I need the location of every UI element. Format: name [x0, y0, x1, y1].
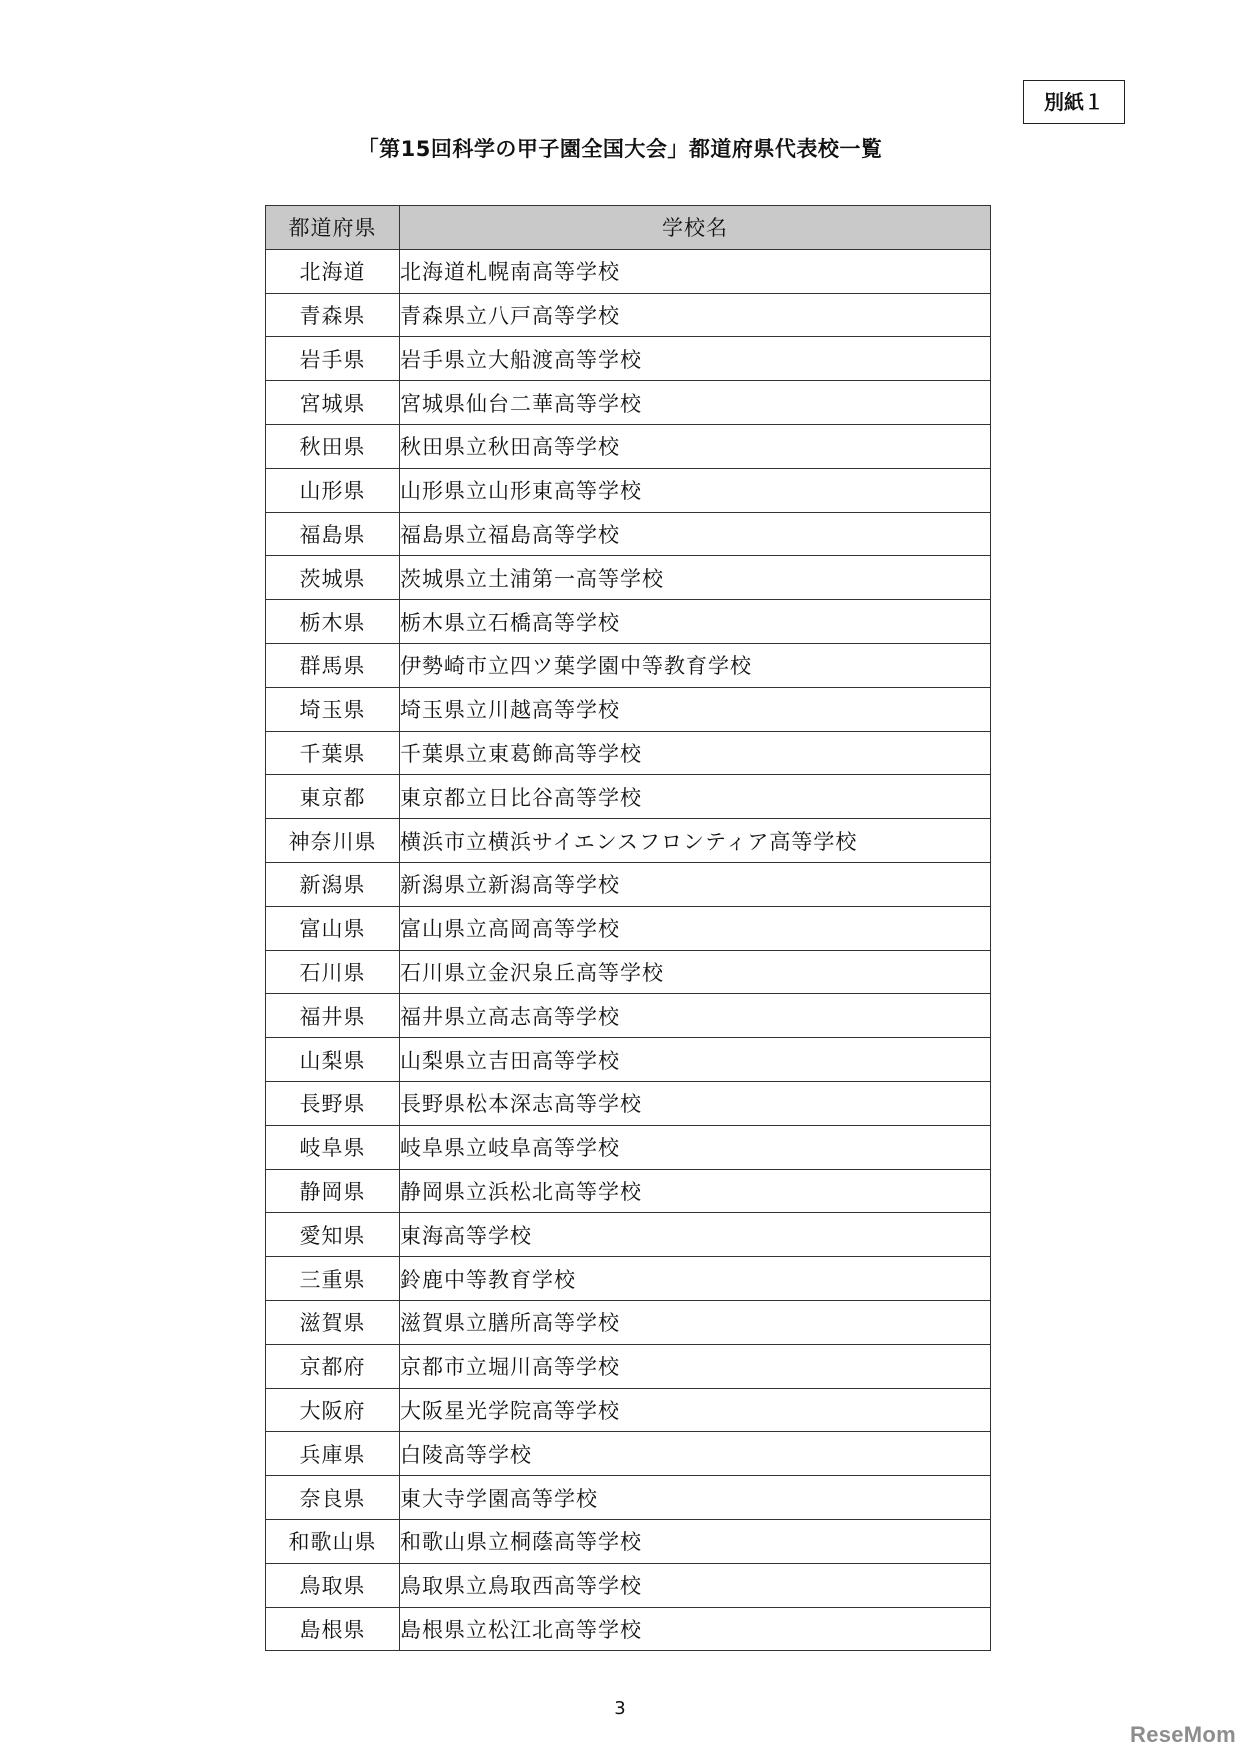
- table-body: [266, 249, 991, 1651]
- school-cell: 福島県立福島高等学校: [400, 512, 991, 556]
- table-row: [266, 1038, 991, 1082]
- school-cell: 静岡県立浜松北高等学校: [400, 1169, 991, 1213]
- prefecture-cell: 新潟県: [266, 862, 400, 906]
- prefecture-cell: 島根県: [266, 1607, 400, 1651]
- table-row: [266, 731, 991, 775]
- header-prefecture: 都道府県: [266, 206, 400, 250]
- table-row: [266, 1257, 991, 1301]
- table-row: [266, 1344, 991, 1388]
- table-row: [266, 249, 991, 293]
- table-row: [266, 1607, 991, 1651]
- prefecture-cell: 福井県: [266, 994, 400, 1038]
- school-cell: 東海高等学校: [400, 1213, 991, 1257]
- table-row: [266, 337, 991, 381]
- prefecture-cell: 東京都: [266, 775, 400, 819]
- table-row: [266, 1432, 991, 1476]
- school-cell: 長野県松本深志高等学校: [400, 1081, 991, 1125]
- table-row: [266, 556, 991, 600]
- prefecture-cell: 和歌山県: [266, 1519, 400, 1563]
- table-row: [266, 1300, 991, 1344]
- prefecture-cell: 千葉県: [266, 731, 400, 775]
- school-cell: 北海道札幌南高等学校: [400, 249, 991, 293]
- prefecture-cell: 埼玉県: [266, 687, 400, 731]
- prefecture-cell: 滋賀県: [266, 1300, 400, 1344]
- school-cell: 千葉県立東葛飾高等学校: [400, 731, 991, 775]
- table-row: [266, 906, 991, 950]
- prefecture-cell: 大阪府: [266, 1388, 400, 1432]
- page-number: 3: [614, 1698, 626, 1719]
- prefecture-cell: 山梨県: [266, 1038, 400, 1082]
- school-cell: 石川県立金沢泉丘高等学校: [400, 950, 991, 994]
- table-row: [266, 1125, 991, 1169]
- prefecture-cell: 京都府: [266, 1344, 400, 1388]
- table-row: [266, 862, 991, 906]
- school-cell: 滋賀県立膳所高等学校: [400, 1300, 991, 1344]
- prefecture-cell: 群馬県: [266, 643, 400, 687]
- table-row: [266, 775, 991, 819]
- prefecture-cell: 宮城県: [266, 381, 400, 425]
- prefecture-cell: 愛知県: [266, 1213, 400, 1257]
- school-cell: 茨城県立土浦第一高等学校: [400, 556, 991, 600]
- prefecture-cell: 青森県: [266, 293, 400, 337]
- table-row: [266, 1213, 991, 1257]
- table-header-row: [266, 206, 991, 250]
- school-cell: 大阪星光学院高等学校: [400, 1388, 991, 1432]
- table-row: [266, 1563, 991, 1607]
- prefecture-cell: 奈良県: [266, 1476, 400, 1520]
- table-row: [266, 1169, 991, 1213]
- page-title: 「第15回科学の甲子園全国大会」都道府県代表校一覧: [357, 137, 883, 161]
- prefecture-cell: 長野県: [266, 1081, 400, 1125]
- table-row: [266, 293, 991, 337]
- school-cell: 東京都立日比谷高等学校: [400, 775, 991, 819]
- attachment-label: 別紙１: [1023, 80, 1125, 124]
- table-row: [266, 512, 991, 556]
- table-row: [266, 1388, 991, 1432]
- prefecture-cell: 北海道: [266, 249, 400, 293]
- table-row: [266, 950, 991, 994]
- school-cell: 福井県立高志高等学校: [400, 994, 991, 1038]
- table-row: [266, 1519, 991, 1563]
- school-cell: 岐阜県立岐阜高等学校: [400, 1125, 991, 1169]
- prefecture-cell: 茨城県: [266, 556, 400, 600]
- school-cell: 横浜市立横浜サイエンスフロンティア高等学校: [400, 819, 991, 863]
- school-cell: 鳥取県立鳥取西高等学校: [400, 1563, 991, 1607]
- school-cell: 京都市立堀川高等学校: [400, 1344, 991, 1388]
- prefecture-cell: 三重県: [266, 1257, 400, 1301]
- school-cell: 秋田県立秋田高等学校: [400, 424, 991, 468]
- prefecture-cell: 福島県: [266, 512, 400, 556]
- table-row: [266, 1476, 991, 1520]
- school-cell: 山形県立山形東高等学校: [400, 468, 991, 512]
- prefecture-cell: 岐阜県: [266, 1125, 400, 1169]
- table-row: [266, 468, 991, 512]
- prefecture-cell: 静岡県: [266, 1169, 400, 1213]
- table-row: [266, 600, 991, 644]
- school-cell: 青森県立八戸高等学校: [400, 293, 991, 337]
- school-cell: 岩手県立大船渡高等学校: [400, 337, 991, 381]
- school-cell: 和歌山県立桐蔭高等学校: [400, 1519, 991, 1563]
- header-school: 学校名: [400, 206, 991, 250]
- table-row: [266, 994, 991, 1038]
- school-cell: 白陵高等学校: [400, 1432, 991, 1476]
- school-cell: 島根県立松江北高等学校: [400, 1607, 991, 1651]
- school-cell: 宮城県仙台二華高等学校: [400, 381, 991, 425]
- prefecture-cell: 秋田県: [266, 424, 400, 468]
- prefecture-cell: 石川県: [266, 950, 400, 994]
- school-cell: 埼玉県立川越高等学校: [400, 687, 991, 731]
- prefecture-cell: 山形県: [266, 468, 400, 512]
- table-row: [266, 1081, 991, 1125]
- prefecture-cell: 兵庫県: [266, 1432, 400, 1476]
- school-cell: 富山県立高岡高等学校: [400, 906, 991, 950]
- school-cell: 山梨県立吉田高等学校: [400, 1038, 991, 1082]
- prefecture-cell: 岩手県: [266, 337, 400, 381]
- table-row: [266, 819, 991, 863]
- prefecture-cell: 富山県: [266, 906, 400, 950]
- table-row: [266, 643, 991, 687]
- school-cell: 鈴鹿中等教育学校: [400, 1257, 991, 1301]
- school-cell: 新潟県立新潟高等学校: [400, 862, 991, 906]
- prefecture-cell: 栃木県: [266, 600, 400, 644]
- school-cell: 栃木県立石橋高等学校: [400, 600, 991, 644]
- school-cell: 伊勢崎市立四ツ葉学園中等教育学校: [400, 643, 991, 687]
- school-cell: 東大寺学園高等学校: [400, 1476, 991, 1520]
- representative-schools-table: [265, 205, 991, 1651]
- table-row: [266, 687, 991, 731]
- table-row: [266, 424, 991, 468]
- prefecture-cell: 神奈川県: [266, 819, 400, 863]
- prefecture-cell: 鳥取県: [266, 1563, 400, 1607]
- watermark-logo: ReseMom: [1130, 1722, 1237, 1747]
- table-row: [266, 381, 991, 425]
